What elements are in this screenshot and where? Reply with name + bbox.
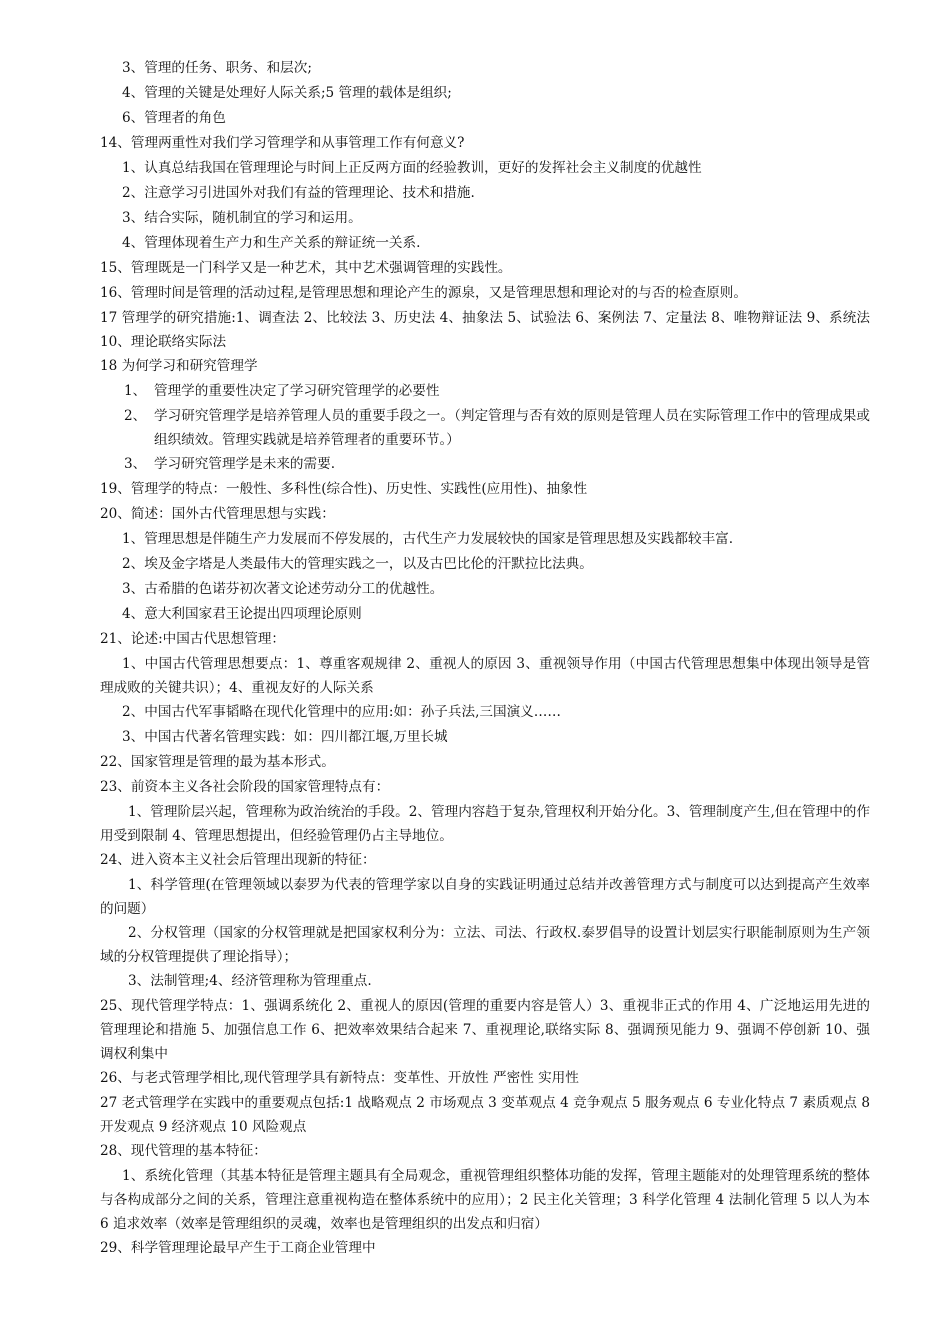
- paragraph: 27 老式管理学在实践中的重要观点包括:1 战略观点 2 市场观点 3 变革观点 4 竞争观点 5 服务观点 6 专业化特点 7 素质观点 8 开发观点 9 经济观点 10 风险观点: [100, 1095, 870, 1135]
- list-text: 学习研究管理学是未来的需要.: [154, 456, 336, 472]
- text-line: 1、认真总结我国在管理理论与时间上正反两方面的经验教训，更好的发挥社会主义制度的优越性: [122, 160, 702, 176]
- text-line: 3、管理的任务、职务、和层次;: [122, 60, 312, 76]
- section-heading: 24、进入资本主义社会后管理出现新的特征：: [100, 852, 376, 868]
- list-item: [100, 379, 870, 404]
- paragraph: 1、系统化管理（其基本特征是管理主题具有全局观念，重视管理组织整体功能的发挥，管理主题能对的处理管理系统的整体与各构成部分之间的关系，管理注意重视构造在整体系统中的应用）；2 民主化关管理；3 科学化管理 4 法制化管理 5 以人为本 6 追求效率（效率是管理组织的灵魂，效率也是管理组织的出发点和归宿）: [100, 1168, 870, 1232]
- section-heading: 28、现代管理的基本特征：: [100, 1143, 267, 1159]
- section-heading: 14、管理两重性对我们学习管理学和从事管理工作有何意义?: [100, 135, 465, 151]
- text-line: 2、中国古代军事韬略在现代化管理中的应用:如：孙子兵法,三国演义……: [122, 704, 561, 720]
- paragraph: 1、科学管理(在管理领域以泰罗为代表的管理学家以自身的实践证明通过总结并改善管理方式与制度可以达到提高产生效率的问题）: [100, 877, 870, 917]
- list-number: 3、: [124, 456, 147, 472]
- section-heading: 23、前资本主义各社会阶段的国家管理特点有：: [100, 779, 390, 795]
- text-line: 3、古希腊的色诺芬初次著文论述劳动分工的优越性。: [122, 581, 444, 597]
- text-line: 3、法制管理;4、经济管理称为管理重点.: [128, 973, 372, 989]
- text-line: 6、管理者的角色: [122, 110, 226, 126]
- paragraph: 25、现代管理学特点：1、强调系统化 2、重视人的原因(管理的重要内容是管人）3、重视非正式的作用 4、广泛地运用先进的管理理论和措施 5、加强信息工作 6、把效率效果结合起来 7、重视理论,联络实际 8、强调预见能力 9、强调不停创新 10、强调权利集中: [100, 998, 870, 1062]
- section-heading: 16、管理时间是管理的活动过程,是管理思想和理论产生的源泉，又是管理思想和理论对的与否的检查原则。: [100, 285, 747, 301]
- section-heading: 22、国家管理是管理的最为基本形式。: [100, 754, 335, 770]
- section-heading: 18 为何学习和研究管理学: [100, 358, 258, 374]
- paragraph: 1、管理阶层兴起，管理称为政治统治的手段。2、管理内容趋于复杂,管理权利开始分化。3、管理制度产生,但在管理中的作用受到限制 4、管理思想提出，但经验管理仍占主导地位。: [100, 804, 870, 844]
- list-number: 1、: [124, 383, 147, 399]
- list-text: 管理学的重要性决定了学习研究管理学的必要性: [154, 383, 440, 399]
- section-heading: 29、科学管理理论最早产生于工商企业管理中: [100, 1240, 376, 1256]
- list-number: 2、: [124, 408, 147, 424]
- text-line: 2、注意学习引进国外对我们有益的管理理论、技术和措施.: [122, 185, 475, 201]
- section-heading: 20、简述：国外古代管理思想与实践：: [100, 506, 335, 522]
- section-heading: 15、管理既是一门科学又是一种艺术，其中艺术强调管理的实践性。: [100, 260, 512, 276]
- list-item: [100, 404, 870, 452]
- section-heading: 26、与老式管理学相比,现代管理学具有新特点：变革性、开放性 严密性 实用性: [100, 1070, 579, 1086]
- text-line: 4、意大利国家君王论提出四项理论原则: [122, 606, 362, 622]
- section-heading: 21、论述:中国古代思想管理：: [100, 631, 286, 647]
- section-heading: 17 管理学的研究措施:1、调查法 2、比较法 3、历史法 4、抽象法 5、试验法 6、案例法 7、定量法 8、唯物辩证法 9、系统法 10、理论联络实际法: [100, 310, 870, 350]
- text-line: 4、管理的关键是处理好人际关系;5 管理的载体是组织;: [122, 85, 452, 101]
- text-line: 2、埃及金字塔是人类最伟大的管理实践之一，以及古巴比伦的汗默拉比法典。: [122, 556, 593, 572]
- paragraph: 1、中国古代管理思想要点：1、尊重客观规律 2、重视人的原因 3、重视领导作用（中国古代管理思想集中体现出领导是管理成败的关键共识）；4、重视友好的人际关系: [100, 656, 870, 696]
- text-line: 3、结合实际，随机制宜的学习和运用。: [122, 210, 362, 226]
- text-line: 3、中国古代著名管理实践：如：四川都江堰,万里长城: [122, 729, 448, 745]
- text-line: 4、管理体现着生产力和生产关系的辩证统一关系.: [122, 235, 421, 251]
- section-heading: 19、管理学的特点：一般性、多科性(综合性)、历史性、实践性(应用性)、抽象性: [100, 481, 588, 497]
- paragraph: 2、分权管理（国家的分权管理就是把国家权利分为：立法、司法、行政权.泰罗倡导的设置计划层实行职能制原则为生产领域的分权管理提供了理论指导）；: [100, 925, 870, 965]
- list-item: [100, 452, 870, 477]
- text-line: 1、管理思想是伴随生产力发展而不停发展的，古代生产力发展较快的国家是管理思想及实践都较丰富.: [122, 531, 734, 547]
- list-text: 学习研究管理学是培养管理人员的重要手段之一。（判定管理与否有效的原则是管理人员在实际管理工作中的管理成果或组织绩效。管理实践就是培养管理者的重要环节。）: [154, 408, 870, 448]
